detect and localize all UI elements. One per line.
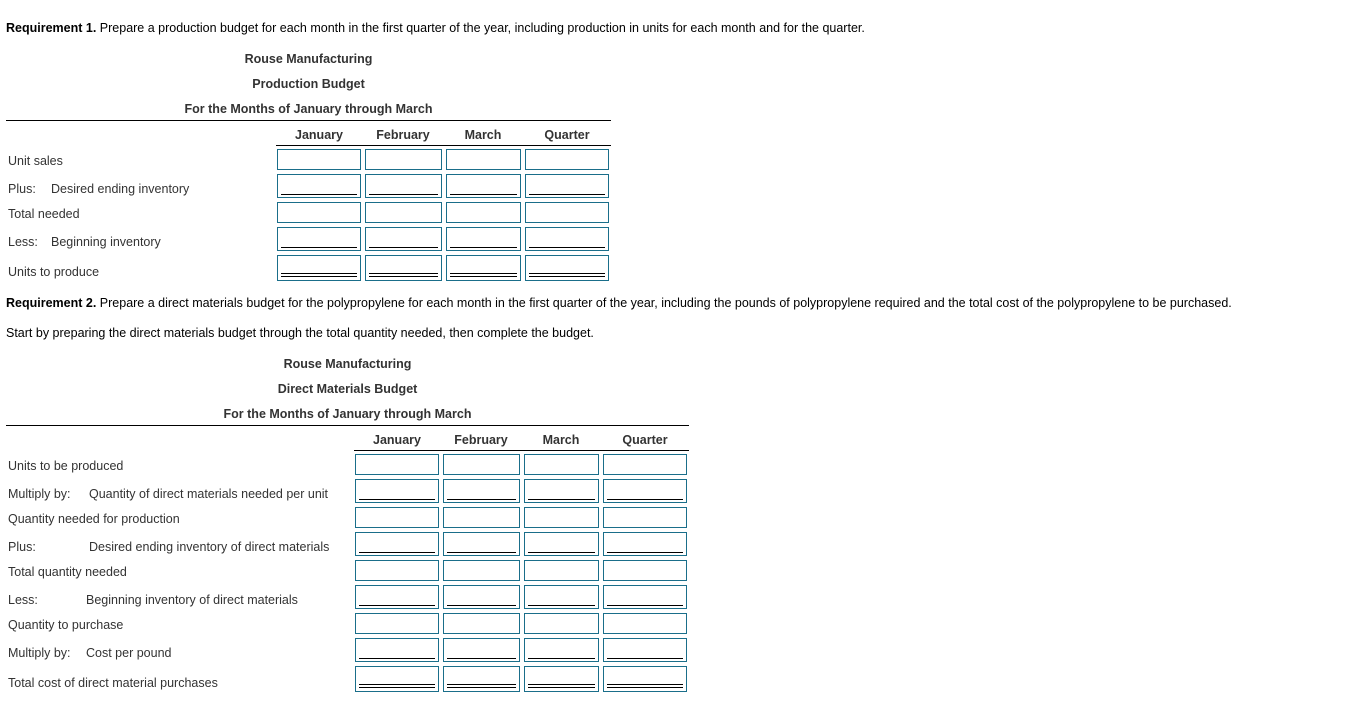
- prod-row-beginning-inventory: Beginning inventory: [51, 235, 161, 249]
- dm-units-produced-march-input[interactable]: [524, 454, 599, 475]
- dm-qty-needed-february-input[interactable]: [443, 507, 520, 528]
- dm-qty-purchase-march-input[interactable]: [524, 613, 599, 634]
- prod-unit-sales-february-input[interactable]: [365, 149, 442, 170]
- requirement-2-instruction: Start by preparing the direct materials budget through the total quantity needed, then complete the budget.: [6, 326, 594, 340]
- dm-ending-inv-january-input[interactable]: [355, 532, 439, 556]
- prod-budget-title: Production Budget: [252, 77, 365, 91]
- prod-ending-inv-quarter-input[interactable]: [525, 174, 609, 198]
- dm-total-qty-quarter-input[interactable]: [603, 560, 687, 581]
- prod-col-february: February: [376, 128, 430, 142]
- prod-total-needed-quarter-input[interactable]: [525, 202, 609, 223]
- dm-qty-needed-march-input[interactable]: [524, 507, 599, 528]
- prod-total-needed-january-input[interactable]: [277, 202, 361, 223]
- dm-row-cost-per-pound: Cost per pound: [86, 646, 172, 660]
- prod-col-march: March: [464, 128, 502, 142]
- prod-units-to-produce-january-input[interactable]: [277, 255, 361, 281]
- dm-total-qty-february-input[interactable]: [443, 560, 520, 581]
- dm-cost-per-pound-march-input[interactable]: [524, 638, 599, 662]
- dm-cost-per-pound-february-input[interactable]: [443, 638, 520, 662]
- dm-col-quarter: Quarter: [622, 433, 668, 447]
- dm-units-produced-january-input[interactable]: [355, 454, 439, 475]
- prod-total-needed-march-input[interactable]: [446, 202, 521, 223]
- prod-row-unit-sales: Unit sales: [8, 154, 63, 168]
- dm-row-qty-per-unit: Quantity of direct materials needed per unit: [89, 487, 329, 501]
- prod-header-rule: [6, 120, 611, 121]
- prod-units-to-produce-quarter-input[interactable]: [525, 255, 609, 281]
- prod-row-less-prefix: Less:: [8, 235, 38, 249]
- prod-ending-inv-february-input[interactable]: [365, 174, 442, 198]
- dm-col-february: February: [454, 433, 508, 447]
- dm-row-plus-prefix: Plus:: [8, 540, 36, 554]
- dm-row-total-qty-needed: Total quantity needed: [8, 565, 127, 579]
- dm-total-cost-march-input[interactable]: [524, 666, 599, 692]
- prod-colhdr-rule: [276, 145, 611, 146]
- dm-row-multiply-prefix-2: Multiply by:: [8, 646, 71, 660]
- dm-qty-purchase-january-input[interactable]: [355, 613, 439, 634]
- dm-row-less-prefix: Less:: [8, 593, 38, 607]
- dm-row-units-to-be-produced: Units to be produced: [8, 459, 124, 473]
- dm-qty-per-unit-march-input[interactable]: [524, 479, 599, 503]
- dm-total-cost-february-input[interactable]: [443, 666, 520, 692]
- prod-col-january: January: [295, 128, 343, 142]
- dm-colhdr-rule: [354, 450, 689, 451]
- dm-budget-period: For the Months of January through March: [223, 407, 472, 421]
- prod-unit-sales-march-input[interactable]: [446, 149, 521, 170]
- prod-unit-sales-january-input[interactable]: [277, 149, 361, 170]
- dm-col-january: January: [373, 433, 421, 447]
- prod-unit-sales-quarter-input[interactable]: [525, 149, 609, 170]
- prod-company-name: Rouse Manufacturing: [244, 52, 373, 66]
- dm-beginning-inv-quarter-input[interactable]: [603, 585, 687, 609]
- dm-ending-inv-february-input[interactable]: [443, 532, 520, 556]
- dm-row-desired-ending-inv: Desired ending inventory of direct materials: [89, 540, 330, 554]
- dm-beginning-inv-february-input[interactable]: [443, 585, 520, 609]
- requirement-1-text: Requirement 1. Prepare a production budget for each month in the first quarter of the year, including production in units for each month and for the quarter.: [6, 21, 865, 35]
- prod-budget-period: For the Months of January through March: [184, 102, 433, 116]
- dm-qty-purchase-february-input[interactable]: [443, 613, 520, 634]
- prod-beginning-inv-march-input[interactable]: [446, 227, 521, 251]
- prod-beginning-inv-february-input[interactable]: [365, 227, 442, 251]
- dm-units-produced-quarter-input[interactable]: [603, 454, 687, 475]
- dm-row-beginning-inv: Beginning inventory of direct materials: [86, 593, 298, 607]
- dm-header-rule: [6, 425, 689, 426]
- dm-row-multiply-prefix: Multiply by:: [8, 487, 71, 501]
- dm-ending-inv-march-input[interactable]: [524, 532, 599, 556]
- dm-units-produced-february-input[interactable]: [443, 454, 520, 475]
- dm-beginning-inv-march-input[interactable]: [524, 585, 599, 609]
- dm-budget-title: Direct Materials Budget: [277, 382, 418, 396]
- prod-units-to-produce-march-input[interactable]: [446, 255, 521, 281]
- prod-units-to-produce-february-input[interactable]: [365, 255, 442, 281]
- prod-ending-inv-march-input[interactable]: [446, 174, 521, 198]
- dm-col-march: March: [542, 433, 580, 447]
- dm-qty-needed-january-input[interactable]: [355, 507, 439, 528]
- prod-row-total-needed: Total needed: [8, 207, 80, 221]
- dm-total-qty-march-input[interactable]: [524, 560, 599, 581]
- dm-row-qty-needed-production: Quantity needed for production: [8, 512, 180, 526]
- dm-qty-needed-quarter-input[interactable]: [603, 507, 687, 528]
- prod-total-needed-february-input[interactable]: [365, 202, 442, 223]
- prod-beginning-inv-quarter-input[interactable]: [525, 227, 609, 251]
- dm-total-qty-january-input[interactable]: [355, 560, 439, 581]
- dm-ending-inv-quarter-input[interactable]: [603, 532, 687, 556]
- prod-row-units-to-produce: Units to produce: [8, 265, 100, 279]
- dm-qty-per-unit-quarter-input[interactable]: [603, 479, 687, 503]
- dm-qty-per-unit-february-input[interactable]: [443, 479, 520, 503]
- prod-row-desired-ending-inventory: Desired ending inventory: [51, 182, 190, 196]
- dm-row-total-cost: Total cost of direct material purchases: [8, 676, 218, 690]
- prod-ending-inv-january-input[interactable]: [277, 174, 361, 198]
- dm-qty-per-unit-january-input[interactable]: [355, 479, 439, 503]
- dm-beginning-inv-january-input[interactable]: [355, 585, 439, 609]
- requirement-2-text: Requirement 2. Prepare a direct materials budget for the polypropylene for each month in the first quarter of the year, including the pounds of polypropylene required and the total cost of the polypropylene to be purchased.: [6, 296, 1232, 310]
- dm-company-name: Rouse Manufacturing: [283, 357, 412, 371]
- dm-qty-purchase-quarter-input[interactable]: [603, 613, 687, 634]
- dm-cost-per-pound-quarter-input[interactable]: [603, 638, 687, 662]
- dm-row-qty-to-purchase: Quantity to purchase: [8, 618, 124, 632]
- prod-row-plus-prefix: Plus:: [8, 182, 36, 196]
- prod-beginning-inv-january-input[interactable]: [277, 227, 361, 251]
- dm-total-cost-quarter-input[interactable]: [603, 666, 687, 692]
- dm-total-cost-january-input[interactable]: [355, 666, 439, 692]
- dm-cost-per-pound-january-input[interactable]: [355, 638, 439, 662]
- prod-col-quarter: Quarter: [544, 128, 590, 142]
